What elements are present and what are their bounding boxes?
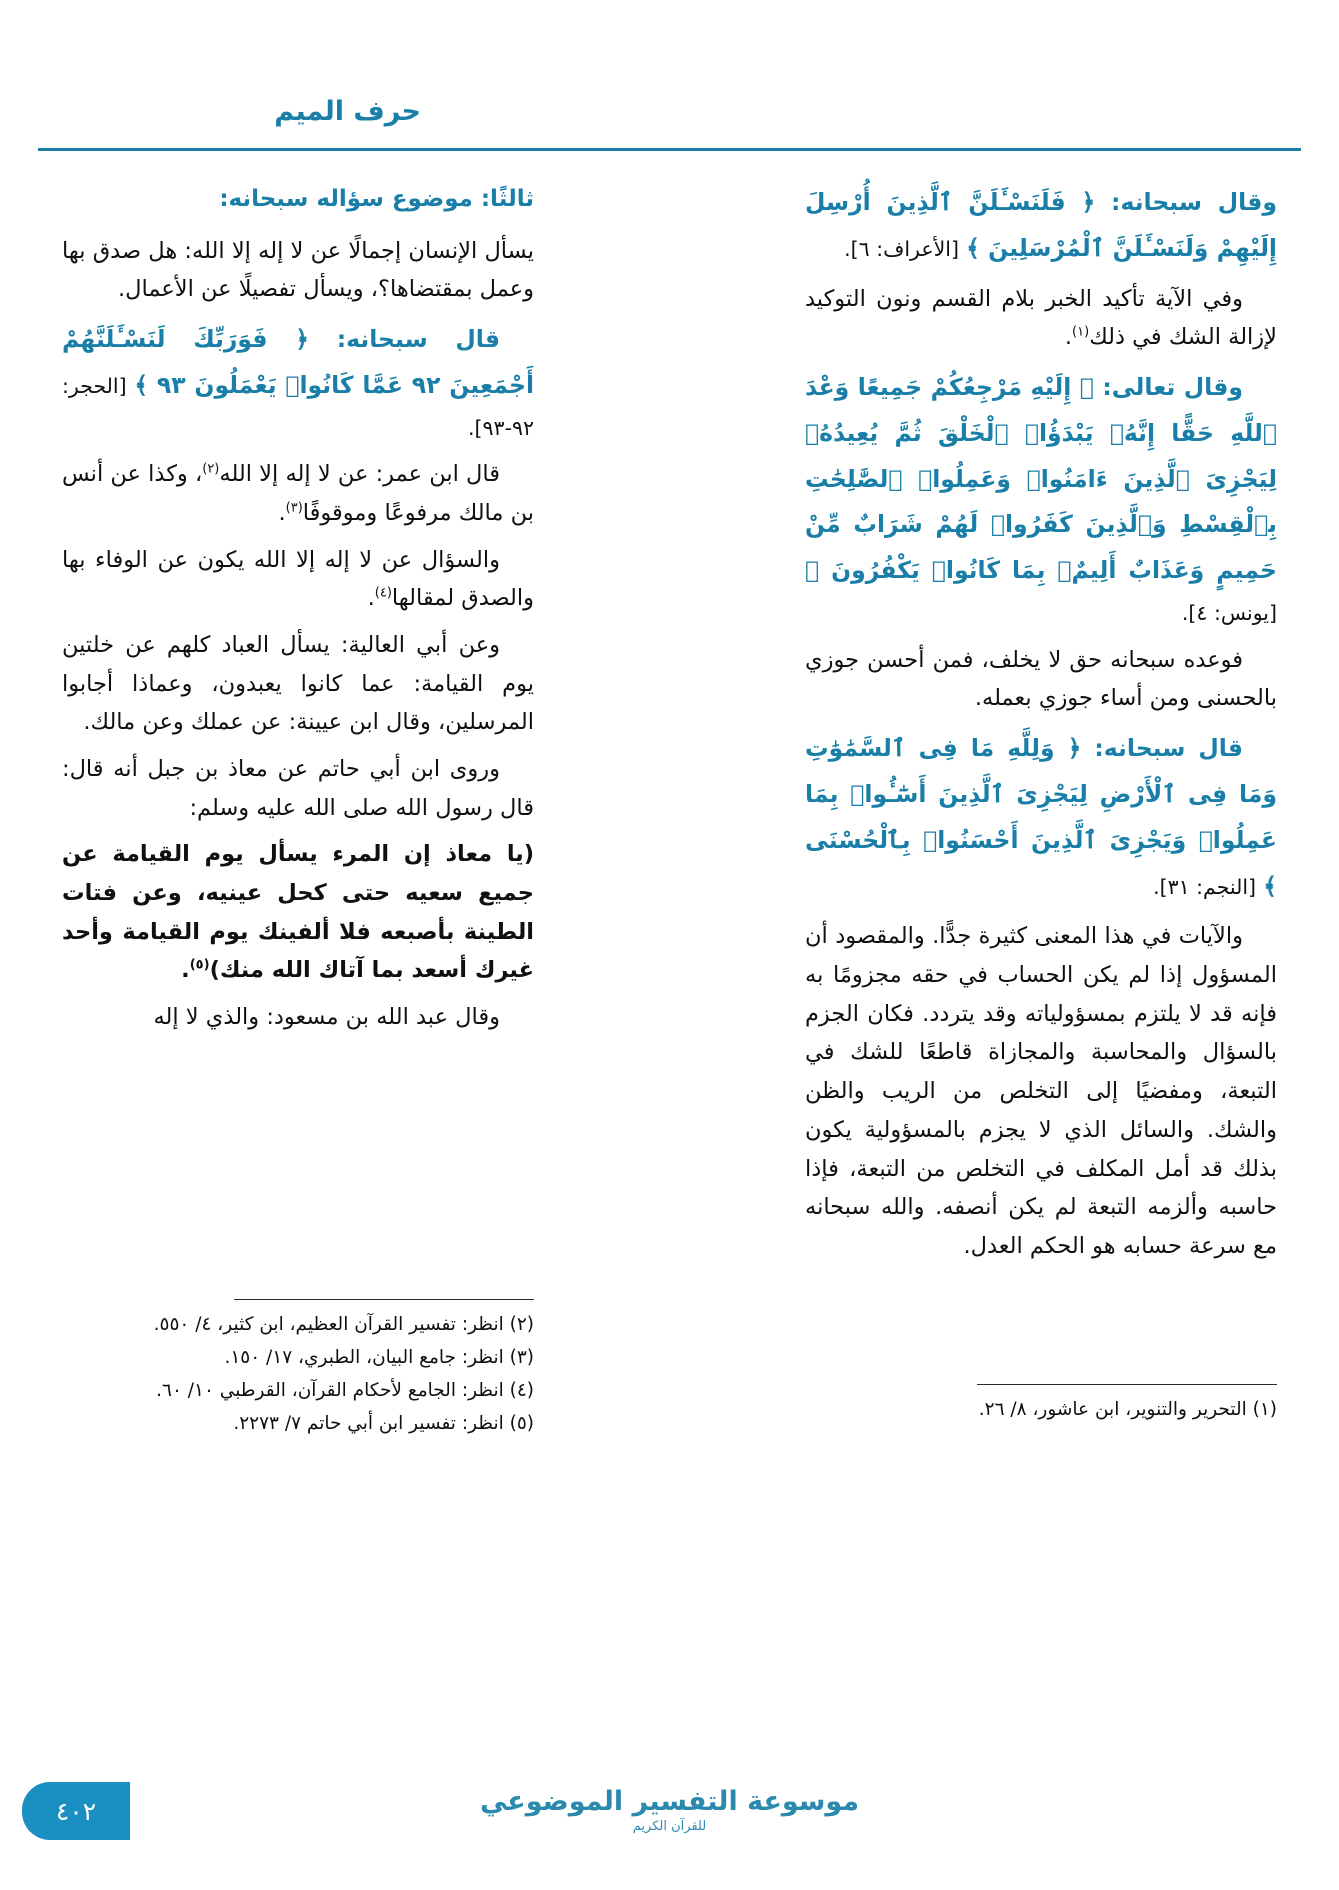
paragraph [805, 641, 1277, 718]
ayah-source: [يونس: ٤]. [1181, 601, 1277, 626]
page-number-badge: ٤٠٢ [22, 1782, 130, 1840]
paragraph [62, 232, 534, 309]
paragraph-text: قال سبحانه: ﴿ وَلِلَّهِ مَا فِى ٱلسَّمَٰوَٰتِ وَمَا فِى ٱلْأَرْضِ لِيَجْزِىَ ٱلَّذِينَ أَسَٰٓـُٔوا۟ بِمَا عَمِلُوا۟ وَيَجْزِىَ ٱلَّذِينَ أَحْسَنُوا۟ بِٱلْحُسْنَى ﴾ [805, 734, 1277, 900]
footnotes-right [805, 1384, 1277, 1428]
paragraph [62, 541, 534, 618]
footnote-item: (١) التحرير والتنوير، ابن عاشور، ٨/ ٢٦. [978, 1399, 1277, 1421]
footnote-item: (٢) انظر: تفسير القرآن العظيم، ابن كثير، ٤/ ٥٥٠. [153, 1314, 534, 1336]
paragraph-text: وقال تعالى: ﴿ إِلَيْهِ مَرْجِعُكُمْ جَمِيعًا وَعْدَ ٱللَّهِ حَقًّا إِنَّهُۥ يَبْدَؤُا۟ ٱلْخَلْقَ ثُمَّ يُعِيدُهُۥ لِيَجْزِىَ ٱلَّذِينَ ءَامَنُوا۟ وَعَمِلُوا۟ ٱلصَّٰلِحَٰتِ بِٱلْقِسْطِ وَٱلَّذِينَ كَفَرُوا۟ لَهُمْ شَرَابٌ مِّنْ حَمِيمٍ وَعَذَابٌ أَلِيمٌۢ بِمَا كَانُوا۟ يَكْفُرُونَ ﴾ [805, 373, 1277, 585]
paragraph-text: قال سبحانه: ﴿ فَوَرَبِّكَ لَنَسْـَٔلَنَّهُمْ أَجْمَعِينَ ٩٢ عَمَّا كَانُوا۟ يَعْمَلُونَ ٩٣ ﴾ [62, 324, 534, 399]
paragraph-text: قال ابن عمر: عن لا إله إلا الله [219, 461, 500, 488]
paragraph-tail: . [1064, 324, 1073, 351]
column-right [805, 180, 1277, 1274]
hadith-text: (يا معاذ إن المرء يسأل يوم القيامة عن جميع سعيه حتى كحل عينيه، وعن فتات الطينة بأصبعه فلا ألفينك يوم القيامة وأحد غيرك أسعد بما آتاك الله منك) [62, 841, 534, 984]
page-header [38, 96, 1301, 158]
paragraph-text: وروى ابن أبي حاتم عن معاذ بن جبل أنه قال: قال رسول الله صلى الله عليه وسلم: [62, 756, 534, 821]
paragraph [62, 455, 534, 532]
paragraph [805, 280, 1277, 357]
paragraph [62, 317, 534, 447]
paragraph-text: يسأل الإنسان إجمالًا عن لا إله إلا الله: هل صدق بها وعمل بمقتضاها؟، ويسأل تفصيلًا عن الأعمال. [62, 237, 534, 303]
ayah-source: [الأعراف: ٦]. [844, 236, 959, 261]
logo-title: موسوعة التفسير الموضوعي [479, 1786, 860, 1817]
logo-subtitle: للقرآن الكريم [632, 1819, 707, 1834]
paragraph-tail: ، وكذا عن أنس بن مالك مرفوعًا وموقوفًا [62, 461, 534, 526]
footnote-marker[interactable]: (٢) [202, 461, 220, 477]
paragraph-text: فوعده سبحانه حق لا يخلف، فمن أحسن جوزي بالحسنى ومن أساء جوزي بعمله. [805, 646, 1277, 712]
hadith-quote [62, 835, 534, 990]
paragraph-text: وعن أبي العالية: يسأل العباد كلهم عن خلتين يوم القيامة: عما كانوا يعبدون، وعماذا أجابوا المرسلين، وقال ابن عيينة: عن عملك وعن مالك. [62, 631, 534, 736]
hadith-tail: . [181, 957, 190, 984]
paragraph [805, 917, 1277, 1265]
paragraph-text: وقال عبد الله بن مسعود: والذي لا إله [153, 1004, 500, 1031]
paragraph-text: والآيات في هذا المعنى كثيرة جدًّا. والمقصود أن المسؤول إذا لم يكن الحساب في حقه مجزومًا به فإنه قد لا يلتزم بمسؤولياته وقد يتردد. فكان الجزم بالسؤال والمحاسبة والمجازاة قاطعًا للشك في التبعة، ومفضيًا إلى التخلص من الريب والظن والشك. والسائل الذي لا يجزم بالمسؤولية يكون بذلك قد أمل المكلف في التخلص من التبعة، فإذا حاسبه وألزمه التبعة لم يكن أنصفه. والله سبحانه مع سرعة حسابه هو الحكم العدل. [805, 923, 1277, 1259]
footnote-item: (٤) انظر: الجامع لأحكام القرآن، القرطبي ١٠/ ٦٠. [156, 1380, 534, 1402]
paragraph [805, 365, 1277, 633]
footnote-divider [977, 1384, 1277, 1386]
section-heading: ثالثًا: موضوع سؤاله سبحانه: [219, 186, 534, 212]
ayah-source: [الحجر: ٩٢-٩٣]. [62, 373, 534, 440]
header-title: حرف الميم [274, 96, 421, 127]
publisher-logo [0, 1786, 1339, 1834]
paragraph-tail-2: . [278, 499, 286, 526]
paragraph-text: وقال سبحانه: ﴿ فَلَنَسْـَٔلَنَّ ٱلَّذِينَ أُرْسِلَ إِلَيْهِمْ وَلَنَسْـَٔلَنَّ ٱلْمُرْسَلِينَ ﴾ [805, 188, 1277, 262]
footnotes-left [62, 1299, 534, 1442]
footnote-item: (٣) انظر: جامع البيان، الطبري، ١٧/ ١٥٠. [224, 1347, 534, 1369]
paragraph-text: والسؤال عن لا إله إلا الله يكون عن الوفاء بها والصدق لمقالها [62, 546, 534, 612]
paragraph [805, 726, 1277, 909]
ayah-source: [النجم: ٣١]. [1153, 874, 1257, 899]
paragraph-tail: . [367, 585, 375, 612]
footnote-marker[interactable]: (٣) [285, 500, 303, 516]
footnote-marker[interactable]: (٥) [189, 957, 210, 973]
column-left [62, 180, 534, 1045]
footnote-marker[interactable]: (١) [1072, 324, 1090, 340]
paragraph [62, 626, 534, 742]
footnote-divider [234, 1299, 534, 1301]
paragraph-text: وفي الآية تأكيد الخبر بلام القسم ونون التوكيد لإزالة الشك في ذلك [805, 285, 1277, 351]
paragraph [62, 750, 534, 827]
footnote-item: (٥) انظر: تفسير ابن أبي حاتم ٧/ ٢٢٧٣. [233, 1413, 534, 1435]
paragraph [62, 998, 534, 1037]
footnote-marker[interactable]: (٤) [374, 585, 392, 601]
paragraph [805, 180, 1277, 272]
header-divider [38, 148, 1301, 151]
